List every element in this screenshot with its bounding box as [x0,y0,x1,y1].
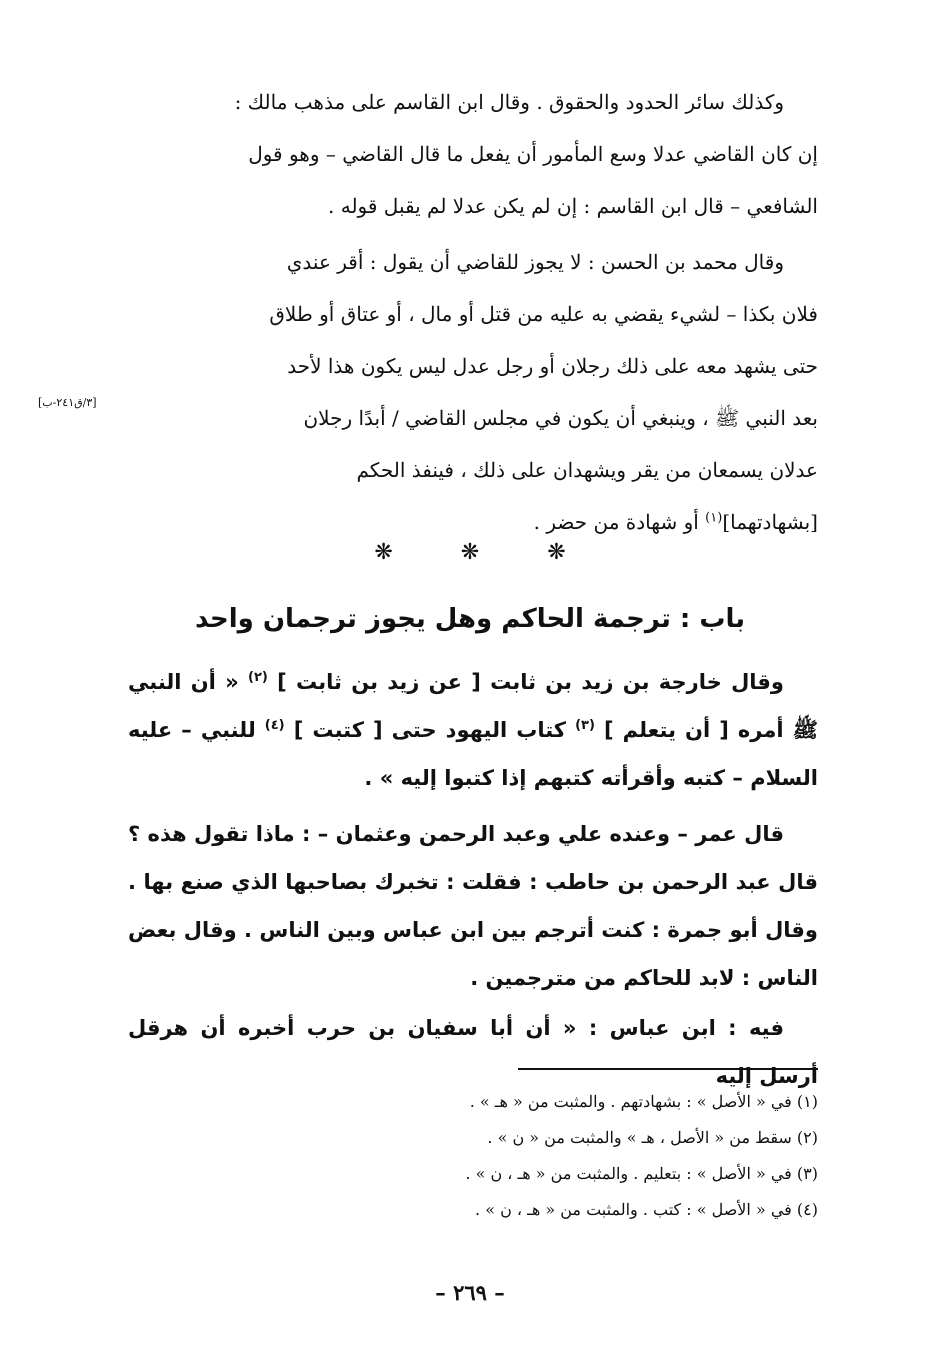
paragraph-2-line-2: فلان بكذا – لشيء يقضي به عليه من قتل أو مال ، أو عتاق أو طلاق [269,302,818,326]
footnote-ref-1[interactable]: (١) [705,510,723,526]
paragraph-ibn-al-qasim [128,76,818,232]
footnote-ref-2[interactable]: (٢) [248,670,268,685]
paragraph-fihi: فيه : ابن عباس : « أن أبا سفيان بن حرب أخبره أن هرقل أرسل إليه [128,1016,818,1088]
paragraph-2-line-6-main: [بشهادتهما] [722,510,818,534]
page-number: – ٢٦٩ – [435,1280,505,1305]
paragraph-2-line-4: بعد النبي ﷺ ، وينبغي أن يكون في مجلس القاضي / أبدًا رجلان [303,406,818,430]
footnote-ref-4[interactable]: (٤) [264,718,285,733]
footnote-ref-3[interactable]: (٣) [575,718,595,733]
paragraph-hadith [128,658,818,802]
paragraph-1-line-2: إن كان القاضي عدلا وسع المأمور أن يفعل ما قال القاضي – وهو قول [248,142,818,166]
paragraph-2 [128,236,818,548]
paragraph-1 [128,76,818,232]
footnote-divider [518,1068,818,1070]
paragraph-1-line-1: وكذلك سائر الحدود والحقوق . وقال ابن القاسم على مذهب مالك : [234,90,784,114]
paragraph-2-line-3: حتى يشهد معه على ذلك رجلان أو رجل عدل ليس يكون هذا لأحد [287,354,818,378]
footnote-4: (٤) في « الأصل » : كتب . والمثبت من « هـ ، ن » . [475,1200,818,1219]
hadith-part-2: « أن النبي ﷺ أمره [ أن يتعلم ] [128,670,818,742]
paragraph-muhammad-ibn-al-hasan [128,236,818,548]
footnote-2: (٢) سقط من « الأصل ، هـ » والمثبت من « ن » . [487,1128,818,1147]
paragraph-2-line-6-rest: أو شهادة من حضر . [533,510,706,534]
hadith-part-1: وقال خارجة بن زيد بن ثابت [ عن زيد بن ثابت ] [267,670,784,694]
footnote-1: (١) في « الأصل » : بشهادتهم . والمثبت من « هـ » . [469,1092,818,1111]
star-ornament-icon: ❋ [547,540,566,565]
hadith-part-4: للنبي – عليه السلام – كتبه وأقرأته كتبهم إذا كتبوا إليه » . [128,718,818,790]
section-separator [0,540,940,565]
paragraph-umar-block [128,810,818,1002]
footnote-3: (٣) في « الأصل » : بتعليم . والمثبت من « هـ ، ن » . [465,1164,818,1183]
manuscript-folio-note: [٣/ق٢٤١-ب] [38,396,97,409]
footnotes-list [128,1084,818,1228]
star-ornament-icon: ❋ [374,540,393,565]
paragraph-1-line-3: الشافعي – قال ابن القاسم : إن لم يكن عدلا لم يقبل قوله . [328,194,818,218]
chapter-heading: باب : ترجمة الحاكم وهل يجوز ترجمان واحد [194,604,746,634]
hadith-khaarija [128,658,818,802]
paragraph-umar: قال عمر – وعنده علي وعبد الرحمن وعثمان – : ماذا تقول هذه ؟ قال عبد الرحمن بن حاطب : فقلت : تخبرك بصاحبها الذي صنع بها . وقال أبو جمرة : كنت أترجم بين ابن عباس وبين الناس . وقال بعض الناس : لابد للحاكم من مترجمين . [128,822,818,990]
hadith-part-3: كتاب اليهود حتى [ كتبت ] [284,718,576,742]
paragraph-2-line-5: عدلان يسمعان من يقر ويشهدان على ذلك ، فينفذ الحكم [356,458,818,482]
star-ornament-icon: ❋ [460,540,480,565]
paragraph-2-line-1: وقال محمد بن الحسن : لا يجوز للقاضي أن يقول : أقر عندي [286,250,784,274]
